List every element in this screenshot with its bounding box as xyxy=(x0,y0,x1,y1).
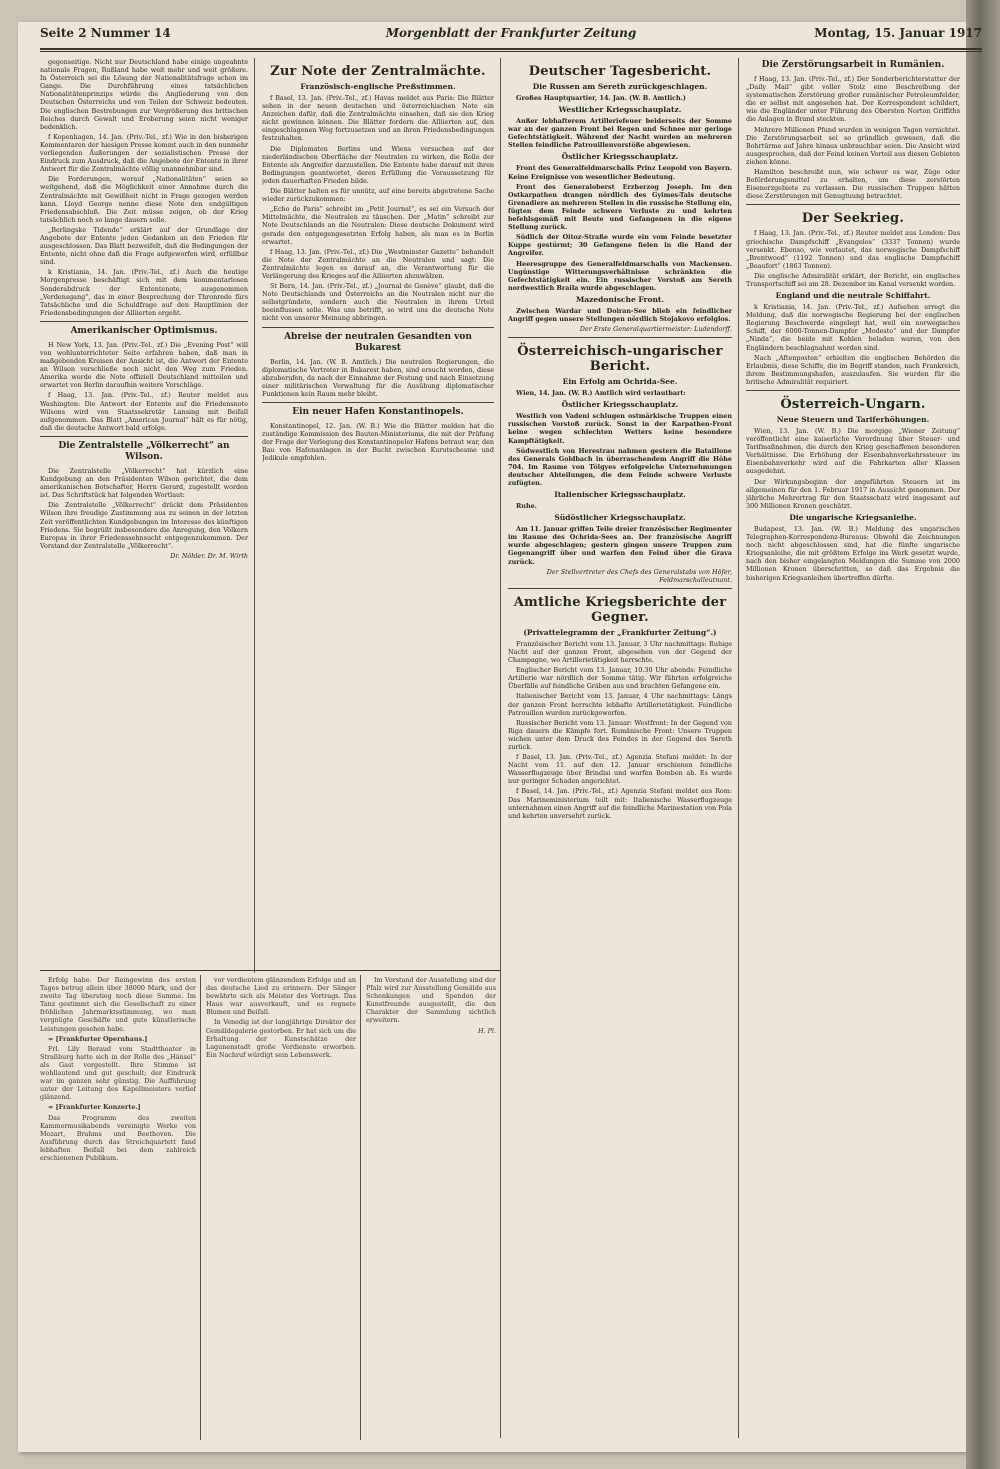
article-paragraph: Front des Generaloberst Erzherzog Joseph. Im den Ostkarpathen drangen nördlich des Gyimes-Tals deutsche Grenadiere an mehreren Stellen in die russische Stellung ein, fügten dem Feinde schwere Verluste zu und kehrten befehlsgemäß mit Beute und Gefangenen in die eigene Stellung zurück. xyxy=(508,182,732,232)
paper-title: Morgenblatt der Frankfurter Zeitung xyxy=(385,26,637,40)
separator xyxy=(262,327,494,328)
article-paragraph: k Kristiania, 14. Jan. (Priv.-Tel., zf.) Aufsehen erregt die Meldung, daß die norwegische Regierung bei der englischen Regierung Beschwerde eingelegt hat, weil ein norwegisches Schiff, der 6000-Tonnen-Dampfer „Modesto“ und der Dampfer „Ninda“, die beide mit Kohlen beladen waren, von den Engländern beschlagnahmt worden sind. xyxy=(746,303,960,352)
headline-hafen: Ein neuer Hafen Konstantinopels. xyxy=(292,407,464,417)
issue-date: Montag, 15. Januar 1917 xyxy=(814,26,982,40)
article-paragraph: Hamilton beschreibt nun, wie schwer es war, Züge oder Beförderungsmittel zu erhalten, um diese zerstörten Eisenerzgebiete zu verlassen. Die russischen Truppen hätten diese Zerstörungen mit Genugtuung betrachtet. xyxy=(746,168,960,201)
headline-kriegsanleihe: Die ungarische Kriegsanleihe. xyxy=(789,512,917,522)
article-paragraph: Im Vorstand der Ausstellung sind der Pfalz wird zur Ausstellung Gemälde aus Schenkungen und Spenden der Kunstfreunde ausgestellt, die den Charakter der Sammlung sichtlich erweitern. xyxy=(366,976,496,1025)
article-paragraph: Konstantinopel, 12. Jan. (W. B.) Wie die Blätter melden hat die zuständige Kommission des Bauten-Ministeriums, die mit der Prüfung der Frage der Verlegung des Konstantinopeler Hafens betraut war, den Bau von Hafenanlagen in der Bucht zwischen Kurutschesme und Jedikule empfohlen. xyxy=(262,422,494,463)
headline-oesterreich-ungarn: Österreich-Ungarn. xyxy=(780,397,926,412)
section-konzerte: = [Frankfurter Konzerte.] xyxy=(48,1103,141,1112)
column-rule xyxy=(360,975,361,1440)
article-paragraph: Budapest, 13. Jan. (W. B.) Meldung des ungarischen Telegraphen-Korrespondenz-Bureaus: Obwohl die Zeichnungen noch nicht abgeschlossen sind, hat die fünfte ungarische Kriegsanleihe, die mit größtem Erfolge ins Werk gesetzt wurde, nach den bisher eingelangten Meldungen die Summe von 2000 Millionen Kronen überschritten, so daß das Ergebnis die bisherigen Kriegsanleihen übertreffen dürfte. xyxy=(746,524,960,582)
page-label: Seite 2 Nummer 14 xyxy=(40,26,171,40)
dateline: Großes Hauptquartier, 14. Jan. (W. B. Amtlich.) xyxy=(516,94,686,102)
column-rule xyxy=(738,58,739,1438)
section-ost: Östlicher Kriegsschauplatz. xyxy=(561,400,679,410)
section-italien: Italienischer Kriegsschauplatz. xyxy=(554,490,686,500)
masthead-rule-thin xyxy=(40,51,982,52)
feuilleton-column-1 xyxy=(40,976,196,1438)
separator xyxy=(508,337,732,338)
article-paragraph: „Berlingske Tidende“ erklärt auf der Grundlage der Angebote der Entente jeden Gedanken an den Frieden für ausgeschlossen. Das Blatt bezweifelt, daß die Bedingungen der Entente, nicht ohne daß die Frage aufgeworfen wird, erfüllbar sind. xyxy=(40,225,248,267)
column-2 xyxy=(262,58,494,968)
headline-tagesbericht: Deutscher Tagesbericht. xyxy=(528,64,712,79)
article-paragraph: f Basel, 13. Jan. (Priv.-Tel., zf.) Agenzia Stefani meldet: In der Nacht vom 11. auf den 12. Januar erschienen feindliche Wasserflugzeuge über Brindisi und warfen Bomben ab. Es wurde nur geringer Schaden angerichtet. xyxy=(508,753,732,786)
headline-england-schiffahrt: England und die neutrale Schiffahrt. xyxy=(775,291,931,301)
article-paragraph: St Bern, 14. Jan. (Priv.-Tel., zf.) „Journal de Genève“ glaubt, daß die Note Deutschlands und Österreichs an die Neutralen nicht nur die selbstgründete, sondern auch die Neutralen in ihrem Urteil beeinflussen solle. Was uns betrifft, so wird uns die deutsche Note nicht von unserer Meinung abbringen. xyxy=(262,282,494,323)
article-paragraph: Front des Generalfeldmarschalls Prinz Leopold von Bayern. Keine Ereignisse von wesentlicher Bedeutung. xyxy=(508,164,732,181)
headline-oesterreich-bericht: Österreichisch-ungarischer Bericht. xyxy=(517,344,723,375)
article-paragraph: f Haag, 13. Jan. (Priv.-Tel., zf.) Die „Westminster Gazette“ behandelt die Note der Zentralmächte an die Neutralen und sagt: Die Zentralmächte legen es darauf an, die Verantwortung für die Verlängerung des Krieges auf die Alliierten abzuwälzen. xyxy=(262,247,494,280)
article-paragraph: Südlich der Oitoz-Straße wurde ein vom Feinde besetzter Kuppe gestürmt; 30 Gefangene fielen in die Hand der Angreifer. xyxy=(508,233,732,258)
column-3 xyxy=(508,58,732,1438)
signature: Dr. Nöhler. Dr. M. Wirth xyxy=(170,551,248,560)
headline-zentralstelle: Die Zentralstelle „Völkerrecht“ an Wilson. xyxy=(58,440,230,462)
article-paragraph: f Kopenhagen, 14. Jan. (Priv.-Tel., zf.) Wie in den bisherigen Kommentaren der hiesigen Presse kommt auch in den nunmehr vorliegenden Äußerungen der sozialistischen Presse der Eindruck zum Ausdruck, daß die Angebote der Entente in ihrer Antwort für die Zentralmächte völlig unannehmbar sind. xyxy=(40,132,248,174)
column-rule xyxy=(254,58,255,973)
signature: Der Stellvertreter des Chefs des Generalstabs von Höfer, Feldmarschalleutnant. xyxy=(546,567,732,584)
article-paragraph: Das Programm des zweiten Kammermusikabends vereinigte Werke von Mozart, Brahms und Beethoven. Die Ausführung durch das Streichquartett fand lebhaften Beifall bei dem zahlreich erschienenen Publikum. xyxy=(40,1113,196,1162)
headline-note: Zur Note der Zentralmächte. xyxy=(270,64,486,79)
section-west: Westlicher Kriegsschauplatz. xyxy=(558,105,682,115)
article-paragraph: Ruhe. xyxy=(516,502,537,511)
article-paragraph: Nach „Aftenposten“ erhielten die englischen Behörden die Erlaubnis, diese Schiffe, die im Begriff standen, nach Frankreich, ihrem Bestimmungshafen, auszulaufen. Sie wurden für die britische Admiralität requiriert. xyxy=(746,353,960,386)
masthead xyxy=(40,22,982,44)
article-paragraph: Die Diplomaten Berlins und Wiens versuchen auf der niederländischen Oberfläche der Neutralen zu wirken, die Rolle der Entente als Angreifer darzustellen. Die Entente habe darauf mit ihren Bedingungen geantwortet, deren Erfüllung die Voraussetzung für jeden dauerhaften Frieden bilde. xyxy=(262,144,494,185)
binding-edge xyxy=(966,0,1000,1469)
section-mazedonien: Mazedonische Front. xyxy=(575,294,665,304)
article-paragraph: Italienischer Bericht vom 13. Januar, 4 Uhr nachmittags: Längs der ganzen Front herrschte lebhafte Artillerietätigkeit. Feindliche Patrouillen wurden zurückgeworfen. xyxy=(508,692,732,717)
separator xyxy=(746,390,960,391)
column-rule xyxy=(200,975,201,1440)
article-paragraph: f Haag, 13. Jan. (Priv.-Tel., zf.) Reuter meldet aus Washington: Die Antwort der Entente auf die Friedensnote Wilsons wird von Staatssekretär Lansing mit Beifall aufgenommen. Das Blatt „American Journal“ hält es für nötig, daß die deutsche Antwort bald erfolge. xyxy=(40,391,248,432)
article-paragraph: f Basel, 14. Jan. (Priv.-Tel., zf.) Agenzia Stefani meldet aus Rom: Das Marineministerium teilt mit: Italienische Wasserflugzeuge unternahmen einen Angriff auf die feindliche Marinestation von Pola und kehrten unversehrt zurück. xyxy=(508,787,732,820)
article-paragraph: Russischer Bericht vom 13. Januar: Westfront: In der Gegend von Riga dauern die Kämpfe fort. Rumänische Front: Unsere Truppen wichen unter dem Druck des Feindes in der Gegend des Sereth zurück. xyxy=(508,718,732,751)
masthead-rule xyxy=(40,48,982,50)
article-paragraph: Südwestlich von Herestrau nahmen gestern die Bataillone des Generals Goldbach in überraschendem Angriff die Höhe 704. Im Raume von Tölgyes erfolgreiche Unternehmungen deutscher Abteilungen, die dem Feinde schwere Verluste zufügten. xyxy=(508,446,732,487)
headline-amerika: Amerikanischer Optimismus. xyxy=(70,325,218,336)
separator xyxy=(40,436,248,437)
feuilleton-column-3 xyxy=(366,976,496,1438)
article-paragraph: vor verdientem glänzendem Erfolge und an das deutsche Lied zu erinnern. Der Sänger bewährte sich als Meister des Vortrags. Das Haus war ausverkauft, und es regnete Blumen und Beifall. xyxy=(206,976,356,1017)
section-ost: Östlicher Kriegsschauplatz. xyxy=(561,152,679,162)
subheadline-tagesbericht: Die Russen am Sereth zurückgeschlagen. xyxy=(532,82,708,91)
headline-zerstoerung: Die Zerstörungsarbeit in Rumänien. xyxy=(761,60,945,70)
separator xyxy=(508,588,732,589)
article-paragraph: gegenseitige. Nicht nur Deutschland habe einige ungeahnte nationale Fragen, Rußland habe weit mehr und weit größere. In Österreich sei die Lösung der Nationalitätsfrage schon im Gange. Die Durchführung eines tatsächlichen Nationalitätenprinzips würde die Angliederung von den Deutschen Österreichs und von Teilen der Schweiz bedeuten. Die englischen Bestrebungen zur Vergrößerung des britischen Reiches durch Gewalt und Eroberung seien nicht weniger bedenklich. xyxy=(40,58,248,131)
article-paragraph: Westlich von Vadeni schlugen ostmärkische Truppen einen russischen Vorstoß zurück. Sonst in der Karpathen-Front keine wegen schlechten Wetters keine besondere Kampftätigkeit. xyxy=(508,412,732,445)
column-rule xyxy=(500,58,501,1438)
article-paragraph: „Echo de Paris“ schreibt im „Petit Journal“, es sei ein Versuch der Mittelmächte, die Neutralen zu täuschen. Der „Matin“ schreibt zur Note Deutschlands an die Neutralen: Diese deutsche Dokument wird gerade den entgegengesetzten Erfolg haben, als man es in Berlin erwartet. xyxy=(262,205,494,246)
separator xyxy=(40,321,248,322)
subheadline-note: Französisch-englische Preßstimmen. xyxy=(300,82,456,91)
signature: H. Pl. xyxy=(477,1026,496,1035)
article-paragraph: Die Zentralstelle „Völkerrecht“ hat kürzlich eine Kundgebung an den Präsidenten Wilson gerichtet, die dem amerikanischen Botschafter, Herrn Gerard, zugestellt worden ist. Das Schriftstück hat folgenden Wortlaut: xyxy=(40,466,248,500)
article-paragraph: Berlin, 14. Jan. (W. B. Amtlich.) Die neutralen Regierungen, die diplomatische Vertreter in Bukarest haben, sind ersucht worden, diese abzuberufen, da nach der Einnahme der Festung und nach Einsetzung einer militärischen Verwaltung für die Ausübung diplomatischer Funktionen kein Raum mehr bleibt. xyxy=(262,357,494,398)
article-paragraph: Zwischen Wardar und Doiran-See blieb ein feindlicher Angriff gegen unsere Stellungen nördlich Stojakovo erfolglos. xyxy=(508,306,732,323)
article-paragraph: Frl. Lily Beraud vom Stadttheater in Straßburg hatte sich in der Rolle des „Hänsel“ als Gast vorgestellt. Ihre Stimme ist wohllautend und gut geschult; der Eindruck war im ganzen sehr günstig. Die Aufführung unter der Leitung des Kapellmeisters verlief glänzend. xyxy=(40,1044,196,1102)
article-paragraph: Heeresgruppe des Generalfeldmarschalls von Mackensen. Ungünstige Witterungsverhältnisse schränkten die Gefechtstätigkeit ein. Ein russischer Vorstoß am Sereth nordwestlich Braila wurde abgeschlagen. xyxy=(508,259,732,292)
subheadline-amtliche-berichte: (Privattelegramm der „Frankfurter Zeitung“.) xyxy=(523,627,717,637)
subheadline-oesterreich-bericht: Ein Erfolg am Ochrida-See. xyxy=(562,377,678,387)
article-paragraph: f Basel, 13. Jan. (Priv.-Tel., zf.) Havas meldet aus Paris: Die Blätter sehen in der neuen deutschen und österreichischen Note ein Anzeichen dafür, daß die Zentralmächte einsehen, daß sie den Krieg nicht gewinnen können. Die Blätter fordern die Alliierten auf, den eingeschlagenen Weg fortzusetzen und an ihren Friedensbedingungen festzuhalten. xyxy=(262,94,494,143)
article-paragraph: Englischer Bericht vom 13. Januar, 10.30 Uhr abends: Feindliche Artillerie war nördlich der Somme tätig. Wir führten erfolgreiche Überfälle auf feindliche Gräben aus und brachten Gefangene ein. xyxy=(508,666,732,691)
article-paragraph: Die Blätter halten es für unnütz, auf eine bereits abgetretene Sache wieder zurückzukommen: xyxy=(262,187,494,204)
article-paragraph: Der Wirkungsbeginn der angeführten Steuern ist im allgemeinen für den 1. Februar 1917 in Aussicht genommen. Der jährliche Mehrertrag für den Staatsschatz wird insgesamt auf 300 Millionen Kronen geschätzt. xyxy=(746,477,960,510)
article-paragraph: Außer lebhafterem Artilleriefeuer beiderseits der Somme war an der ganzen Front bei Regen und Schnee nur geringe Gefechtstätigkeit. Während der Nacht wurden an mehreren Stellen feindliche Patrouillenvorstöße abgewiesen. xyxy=(508,117,732,150)
article-paragraph: Erfolg habe. Der Reingewinn des ersten Tages betrug allein über 38000 Mark, und der zweite Tag überstieg noch diese Summe. Im Tanz gestimmt sich die Gesellschaft zu einer fröhlichen Jahrmarktsstimmung, wo man vergnügte Geschäfte und gute künstlerische Leistungen gesehen habe. xyxy=(40,976,196,1033)
article-paragraph: Am 11. Januar griffen Teile dreier französischer Regimenter im Raume des Ochrida-Sees an. Der französische Angriff wurde abgeschlagen; gestern gingen unsere Truppen zum Gegenangriff über und warfen den Feind über die Grava zurück. xyxy=(508,525,732,566)
article-paragraph: In Venedig ist der langjährige Direktor der Gemäldegalerie gestorben. Er hat sich um die Erhaltung der Kunstschätze der Lagunenstadt große Verdienste erworben. Ein Nachruf würdigt sein Lebenswerk. xyxy=(206,1018,356,1059)
feuilleton-column-2 xyxy=(206,976,356,1438)
column-1 xyxy=(40,58,248,968)
article-paragraph: f Haag, 13. Jan. (Priv.-Tel., zf.) Der Sonderberichterstatter der „Daily Mail“ gibt voller Stolz eine Beschreibung der systematischen Zerstörung großer rumänischer Petroleumfelder, die er selbst mit angesehen hat. Der Korrespondent schildert, wie die Engländer unter Führung des Obersten Norton Griffiths die Anlagen in Brand steckten. xyxy=(746,75,960,124)
article-paragraph: Die Zentralstelle „Völkerrecht“ drückt dem Präsidenten Wilson ihre freudige Zustimmung aus zu seinen in der letzten Zeit veröffentlichten Kundgebungen im Interesse des künftigen Friedens. Sie begrüßt insbesondere die Anregung, den Völkern Europas in ihrer Friedenssehnsucht entgegenzukommen. Der Vorstand der Zentralstelle „Völkerrecht“. xyxy=(40,501,248,550)
article-paragraph: H New York, 13. Jan. (Priv.-Tel., zf.) Die „Evening Post“ will von wohlunterrichteter Seite erfahren haben, daß man in maßgebenden Kreisen der Ansicht ist, die Antwort der Entente an Wilson verschließe noch nicht den Weg zum Frieden. Amerika werde die Note offiziell Deutschland mitteilen und erwartet von Berlin daraufhin weitere Vorschläge. xyxy=(40,340,248,390)
headline-amtliche-berichte: Amtliche Kriegsberichte der Gegner. xyxy=(513,594,727,625)
subheadline-steuern: Neue Steuern und Tariferhöhungen. xyxy=(776,415,930,424)
headline-seekrieg: Der Seekrieg. xyxy=(801,211,905,227)
column-4 xyxy=(746,58,960,1438)
headline-abreise: Abreise der neutralen Gesandten von Bukarest xyxy=(284,331,472,353)
signature: Der Erste Generalquartiermeister: Ludendorff. xyxy=(579,325,732,334)
section-opernhaus: = [Frankfurter Opernhaus.] xyxy=(48,1034,148,1043)
separator xyxy=(746,204,960,205)
article-paragraph: Mehrere Millionen Pfund wurden in wenigen Tagen vernichtet. Die Zerstörungsarbeit sei so gründlich gewesen, daß die Bohrtürme auf Jahre hinaus unbrauchbar seien. Die Ansicht wird ausgesprochen, daß der Feind keinen Vorteil aus diesen Gebieten ziehen könne. xyxy=(746,125,960,166)
article-paragraph: Französischer Bericht vom 13. Januar, 3 Uhr nachmittags: Ruhige Nacht auf der ganzen Front, abgesehen von der Gegend der Champagne, wo Artillerietätigkeit herrschte. xyxy=(508,639,732,665)
article-paragraph: f Haag, 13. Jan. (Priv.-Tel., zf.) Reuter meldet aus London: Das griechische Dampfschiff „Evangelos“ (3337 Tonnen) wurde versenkt. Ebenso, wie verlautet, das norwegische Dampfschiff „Brentwood“ (1192 Tonnen) und das englische Dampfschiff „Beaufort“ (1863 Tonnen). xyxy=(746,229,960,270)
article-paragraph: k Kristiania, 14. Jan. (Priv.-Tel., zf.) Auch die heutige Morgenpresse beschäftigt sich mit dem kommentarlosen Sonderabdruck der Ententenote, ausgenommen „Verdensgang“, das in einer Besprechung der Thronrede fürs Tatsächliche und die Schuldfrage auf den Hauptlinien der Friedensbedingungen der Alliierten ergeht. xyxy=(40,268,248,317)
article-paragraph: Die englische Admiralität erklärt, der Bericht, ein englisches Transportschiff sei am 28. Dezember im Kanal versenkt worden. xyxy=(746,271,960,288)
dateline: Wien, 14. Jan. (W. B.) Amtlich wird verlautbart: xyxy=(516,389,686,398)
section-suedost: Südöstlicher Kriegsschauplatz. xyxy=(554,513,686,523)
feuilleton-rule xyxy=(40,970,500,971)
separator xyxy=(262,402,494,403)
article-paragraph: Die Forderungen, worauf „Nationalitäten“ seien so weitgehend, daß die Möglichkeit einer Annahme durch die Zentralmächte mit Gewißheit nicht in Frage gezogen werden kann. Lloyd George nenne diese Note den endgültigen Friedensabschluß. Die Zeit müsse zeigen, ob der Krieg tatsächlich noch so lange dauern solle. xyxy=(40,175,248,224)
article-paragraph: Wien, 13. Jan. (W. B.) Die morgige „Wiener Zeitung“ veröffentlicht eine kaiserliche Verordnung über Steuer- und Tarifmaßnahmen, die durch den Krieg geschaffenen besonderen Verhältnisse. Die Erhöhung der Eisenbahnverkehrssteuer im Eisenbahnverkehr wird auf die Fahrkarten aller Klassen ausgedehnt. xyxy=(746,427,960,476)
